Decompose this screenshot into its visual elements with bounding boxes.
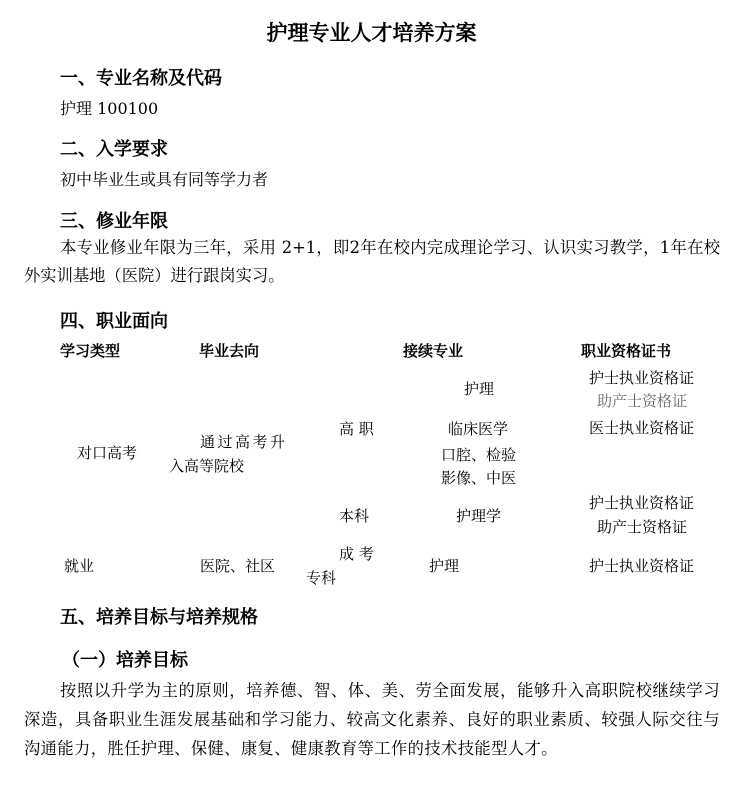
cell-type-exam: 对口高考 [77,444,138,462]
duration-paragraph: 本专业修业年限为三年，采用 2+1，即2年在校内完成理论学习、认识实习教学，1年在校外实训基地（医院）进行跟岗实习。 [24,238,720,285]
cell-major-nursing-science: 护理学 [456,507,502,525]
subsection-heading-goal: （一）培养目标 [62,650,188,671]
cell-dest-hospital: 医院、社区 [200,557,276,575]
section-heading-objectives: 五、培养目标与培养规格 [60,607,258,628]
document-title: 护理专业人才培养方案 [266,21,477,45]
cell-dest-line1: 通过高考升 [200,433,288,451]
admission-requirement: 初中毕业生或具有同等学力者 [60,170,269,189]
col-header-destination: 毕业去向 [199,342,260,360]
cell-vocational: 高 职 [339,420,374,438]
cell-cert-nurse-3: 护士执业资格证 [589,557,695,575]
cell-adult-exam-line2: 专科 [306,569,337,587]
col-header-continuing-major: 接续专业 [403,342,464,360]
cell-adult-exam-line1: 成 考 [339,545,374,563]
section-heading-career: 四、职业面向 [60,311,168,332]
cell-cert-assist-1: 助产士资格证 [597,392,688,410]
major-name-and-code: 护理 100100 [60,99,159,118]
section-heading-major-name: 一、专业名称及代码 [60,68,222,89]
col-header-certificate: 职业资格证书 [581,342,672,360]
section-heading-admission: 二、入学要求 [60,139,168,160]
cell-cert-assist-2: 助产士资格证 [597,518,688,536]
cell-major-imaging: 影像、中医 [441,469,517,487]
cell-cert-doctor: 医士执业资格证 [589,419,695,437]
cell-cert-nurse-2: 护士执业资格证 [589,494,695,512]
cell-dest-line2: 入高等院校 [169,457,245,475]
cell-major-nursing: 护理 [464,380,495,398]
cell-cert-nurse-1: 护士执业资格证 [589,369,695,387]
cell-type-employment: 就业 [64,557,95,575]
section-heading-duration: 三、修业年限 [60,211,168,232]
col-header-study-type: 学习类型 [60,342,121,360]
cell-bachelor: 本科 [339,507,370,525]
cell-major-nursing-2: 护理 [429,557,460,575]
cell-major-clinical: 临床医学 [448,420,509,438]
cell-major-oral: 口腔、检验 [441,446,517,464]
goal-paragraph: 按照以升学为主的原则，培养德、智、体、美、劳全面发展，能够升入高职院校继续学习深造，具备职业生涯发展基础和学习能力、较高文化素养、良好的职业素质、较强人际交往与沟通能力，胜任护理、保健、康复、健康教育等工作的技术技能型人才。 [24,681,720,758]
